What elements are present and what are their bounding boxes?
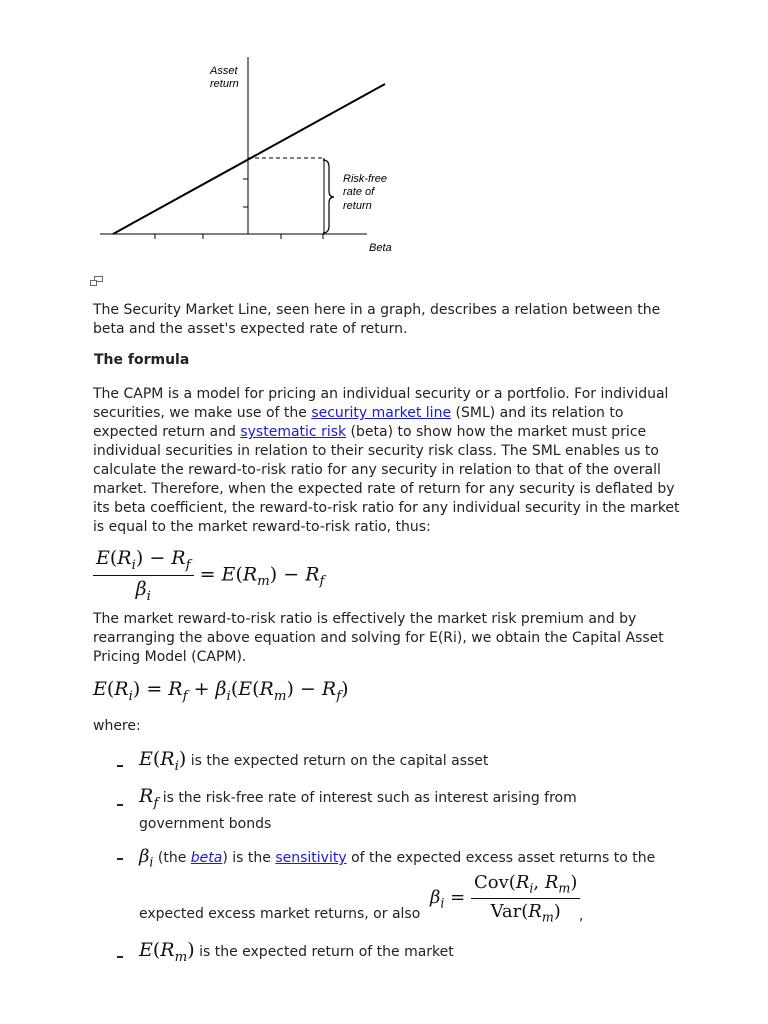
- brace-label-line1: Risk-free: [343, 173, 388, 185]
- enlarge-icon[interactable]: [90, 276, 104, 287]
- beta-link[interactable]: beta: [190, 850, 223, 866]
- intro-text-1: The CAPM is a model for pricing an individual security or a portfolio. For individual securities, we make use of the: [93, 386, 669, 421]
- intro-paragraph: [93, 385, 683, 537]
- y-axis-label-line2: return: [210, 78, 239, 90]
- bullet-beta-line1: $\beta_i$ (the beta) is the sensitivity of the expected excess asset returns to the: [139, 846, 656, 870]
- bullet-marker: [117, 765, 123, 767]
- section-heading: The formula: [94, 352, 190, 368]
- equation-fraction: $\frac{E(R_i) - R_f}{\beta_i}$: [93, 547, 194, 604]
- bullet-beta-line2: expected excess market returns, or also: [139, 906, 421, 922]
- security-market-line-link[interactable]: security market line: [311, 405, 452, 421]
- bullet-beta-post: of the expected excess asset returns to the: [346, 850, 656, 866]
- brace-label-line2: rate of: [343, 186, 375, 198]
- intro-text-2: (SML) and its relation to expected return and: [93, 405, 624, 440]
- figure-caption: The Security Market Line, seen here in a graph, describes a relation between the beta and the asset's expected rate of return.: [93, 302, 661, 337]
- bullet-market-return: $E(R_m)$ is the expected return of the market: [139, 939, 454, 965]
- bullet-risk-free-rate-text: is the risk-free rate of interest such as interest arising from government bonds: [139, 790, 577, 832]
- where-label: where:: [93, 718, 141, 734]
- bullet-risk-free-rate: $R_f$ is the risk-free rate of interest such as interest arising from government bonds: [139, 785, 577, 832]
- x-axis-label: Beta: [369, 242, 392, 254]
- bullet-marker: [117, 804, 123, 806]
- bullet-expected-return: $E(R_i)$ is the expected return on the capital asset: [139, 748, 489, 774]
- bullet-marker: [117, 956, 123, 958]
- reward-to-risk-equation: $\frac{E(R_i) - R_f}{\beta_i}$ = $E(R_m) - R_f$: [93, 547, 324, 604]
- intro-text-3: (beta) to show how the market must price individual securities in relation to their security risk class. The SML enables us to calculate the reward-to-risk ratio for any security in relation to that of the overall market. Therefore, when the expected rate of return for any security is deflated by its beta coefficient, the reward-to-risk ratio for any individual security in the market is equal to the market reward-to-risk ratio, thus:: [93, 424, 680, 535]
- sml-graph: [95, 55, 405, 260]
- brace-icon: [323, 160, 334, 233]
- bullet-expected-return-text: is the expected return on the capital asset: [190, 753, 489, 769]
- bullet-marker: [117, 858, 123, 860]
- beta-definition-equation: $\beta_i$ = $\frac{Cov(R_i, R_m)}{Var(R_m)}$: [430, 872, 580, 924]
- systematic-risk-link[interactable]: systematic risk: [240, 424, 347, 440]
- brace-label-line3: return: [343, 200, 372, 212]
- bullet-beta-mid: ) is the: [222, 850, 276, 866]
- capm-equation: $E(R_i) = R_f + \beta_i(E(R_m) - R_f)$: [93, 678, 349, 704]
- market-risk-premium-paragraph: The market reward-to-risk ratio is effectively the market risk premium and by rearranging the above equation and solving for E(Ri), we obtain the Capital Asset Pricing Model (CAPM).: [93, 611, 664, 665]
- bullet-beta-pre: (the: [157, 850, 191, 866]
- bullet-market-return-text: is the expected return of the market: [199, 944, 454, 960]
- sensitivity-link[interactable]: sensitivity: [275, 850, 347, 866]
- beta-definition-comma: ,: [579, 908, 584, 924]
- y-axis-label-line1: Asset: [210, 65, 238, 77]
